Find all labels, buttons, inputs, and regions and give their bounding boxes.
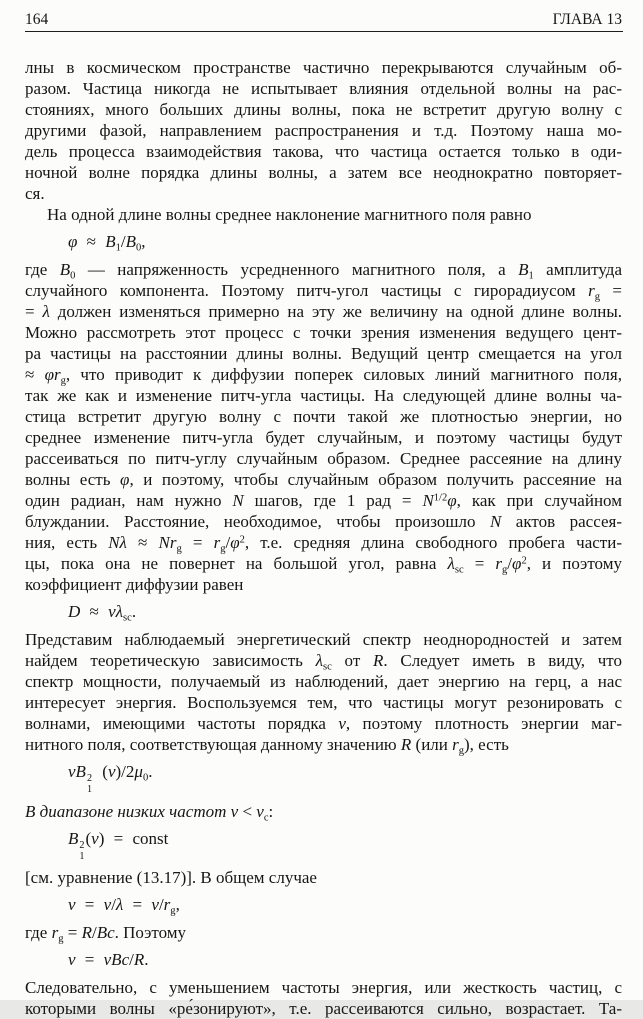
text-line: ся. <box>25 184 45 203</box>
text-line: лны в космическом пространстве частично перекрываются случайным об- <box>25 58 622 77</box>
paragraph <box>25 204 622 225</box>
formula: $D \approx v\lambda_{sc}$. <box>68 602 137 624</box>
page-body <box>0 32 643 1019</box>
text-line: где $r_g = R/Bc$. Поэтому <box>25 923 187 946</box>
text-line: ≈ $\varphi r_g$, что приводит к диффузии поперек силовых линий магнитного поля, <box>25 365 622 387</box>
text-line: стояниях, много больших длины волны, пока не встретит другую волну с <box>25 100 622 119</box>
formula: ν = vBc/R. <box>68 950 149 970</box>
chapter-label: ГЛАВА 13 <box>552 11 622 28</box>
text-line: Представим наблюдаемый энергетический спектр неоднородностей и затем <box>25 630 622 649</box>
text-line: разом. Частица никогда не испытывает влияния отдельной волны на рас- <box>25 79 622 98</box>
text-line: Можно рассмотреть этот процесс с точки зрения изменения ведущего цент- <box>25 323 622 342</box>
paragraph <box>25 867 622 888</box>
text-line: спектр мощности, получаемый из наблюдений, дает энергию на герц, а нас <box>25 672 622 691</box>
text-line: волнами, имеющими частоты порядка ν, поэтому плотность энергии маг- <box>25 714 622 733</box>
formula: B 2 1 (ν) = const <box>68 828 169 862</box>
text-line: ночной волне порядка длины волны, а затем все неоднократно повторяет- <box>25 163 622 182</box>
paragraph <box>25 259 622 595</box>
paragraph <box>25 57 622 204</box>
text-line: другими фазой, направлением распространения и т.д. Поэтому наша мо- <box>25 121 622 140</box>
page-number: 164 <box>25 11 49 28</box>
text-line: среднее изменение питч-угла будет случайным, и поэтому частицы будут <box>25 428 622 447</box>
paragraph <box>25 629 622 755</box>
text-line: случайного компонента. Поэтому питч-угол частицы с гирорадиусом $r_g$ = <box>25 281 622 303</box>
text-line: нитного поля, соответствующая данному значению R (или $r_g$), есть <box>25 735 509 757</box>
text-line: которыми волны «ре́зонируют», т.е. рассеиваются сильно, возрастает. Та- <box>25 999 622 1019</box>
text-line: волны есть φ, и поэтому, чтобы случайным образом получить рассеяние на <box>25 470 622 489</box>
page-header <box>0 0 643 29</box>
formula: $\varphi \approx B_1/B_0$, <box>68 232 146 254</box>
text-line: дель процесса взаимодействия такова, что частица остается только в оди- <box>25 142 622 161</box>
text-line: В диапазоне низких частот $\nu < \nu_c$: <box>25 801 274 824</box>
formula: $\nu = v/\lambda = v/r_g$, <box>68 895 180 918</box>
text-line: ния, есть $N\lambda \approx Nr_g = r_g/\varphi^2$, т.е. средняя длина свободного пробега части- <box>25 533 622 555</box>
text-line: интересует энергия. Воспользуемся тем, что частицы могут резонировать с <box>25 693 622 712</box>
text-line: один радиан, нам нужно N шагов, где 1 рад = $N^{1/2}\varphi$, как при случайном <box>25 491 622 510</box>
text-line: На одной длине волны среднее наклонение магнитного поля равно <box>47 205 532 224</box>
paragraph <box>25 801 622 822</box>
text-line: рассеиваться по питч-углу случайным образом. Среднее рассеяние на длину <box>25 449 622 468</box>
text-line: где $B_0$ — напряженность усредненного магнитного поля, а $B_1$ амплитуда <box>25 260 622 282</box>
text-line: так же как и изменение питч-угла частицы. На следующей длине волны ча- <box>25 386 622 405</box>
text-line: цы, пока она не повернет на большой угол, равна $\lambda_{sc} = r_g/\varphi^2$, и поэтому <box>25 554 622 576</box>
text-line: стица встретит другую волну с почти такой же плотностью энергии, но <box>25 407 622 426</box>
text-line: блуждании. Расстояние, необходимое, чтобы произошло N актов рассея- <box>25 512 622 531</box>
text-line: ра частицы на расстоянии длины волны. Ведущий центр смещается на угол <box>25 344 622 363</box>
paragraph <box>25 922 622 946</box>
text-line: [см. уравнение (13.17)]. В общем случае <box>25 868 317 888</box>
text-line: = λ должен изменяться примерно на эту же величину на одной длине волны. <box>25 302 622 321</box>
text-line: найдем теоретическую зависимость $\lambda_{sc}$ от R. Следует иметь в виду, что <box>25 651 622 673</box>
formula: νB 2 1 $(\nu)/2\mu_0$. <box>68 762 153 795</box>
text-line: коэффициент диффузии равен <box>25 575 244 594</box>
paragraph <box>25 977 622 1019</box>
text-line: Следовательно, с уменьшением частоты энергия, или жесткость частиц, с <box>25 978 622 998</box>
